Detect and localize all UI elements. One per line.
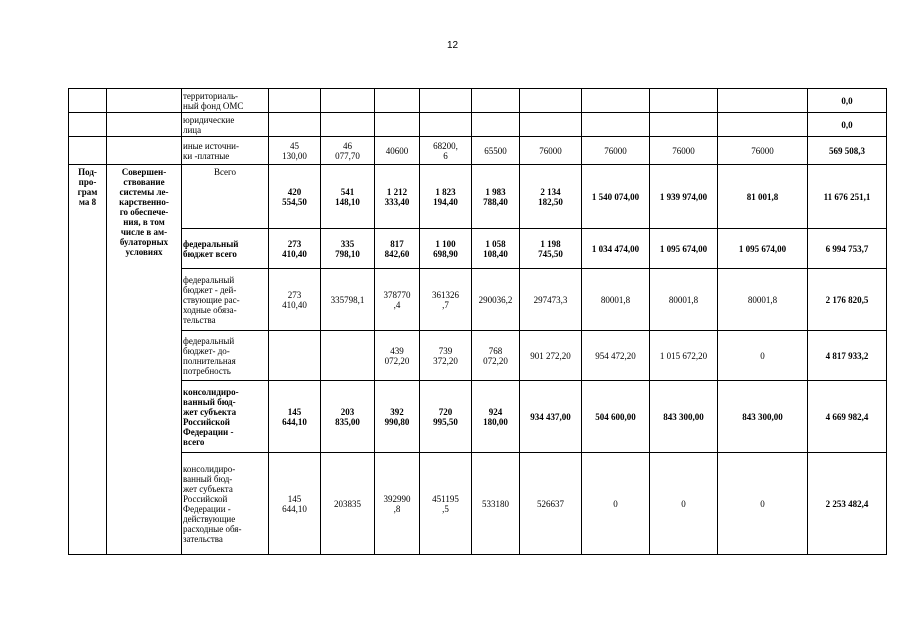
value-cell: 378770 ,4	[375, 269, 420, 331]
source-label: юридические лица	[182, 113, 269, 137]
value-cell: 541 148,10	[321, 165, 375, 229]
value-cell: 451195 ,5	[420, 453, 472, 555]
value-cell: 924 180,00	[472, 381, 520, 453]
value-cell	[269, 113, 321, 137]
value-cell: 46 077,70	[321, 137, 375, 165]
source-label: федеральный бюджет- до- полнительная потребность	[182, 331, 269, 381]
source-label: федеральный бюджет - дей- ствующие рас- ходные обяза- тельства	[182, 269, 269, 331]
subprogram-name: Совершен- ствование системы ле- карственно- го обеспече- ния, в том числе в ам- булаторных условиях	[107, 165, 182, 555]
value-cell: 1 095 674,00	[718, 229, 808, 269]
value-cell: 526637	[520, 453, 582, 555]
value-cell	[321, 89, 375, 113]
table-row	[69, 269, 887, 331]
total-cell: 2 253 482,4	[808, 453, 887, 555]
total-cell: 4 669 982,4	[808, 381, 887, 453]
value-cell: 934 437,00	[520, 381, 582, 453]
table-row	[69, 381, 887, 453]
value-cell: 0	[582, 453, 650, 555]
value-cell: 768 072,20	[472, 331, 520, 381]
value-cell: 76000	[520, 137, 582, 165]
value-cell	[718, 89, 808, 113]
value-cell: 817 842,60	[375, 229, 420, 269]
value-cell: 843 300,00	[650, 381, 718, 453]
value-cell	[650, 89, 718, 113]
total-cell: 11 676 251,1	[808, 165, 887, 229]
empty-cell	[107, 89, 182, 113]
value-cell: 739 372,20	[420, 331, 472, 381]
value-cell: 68200, 6	[420, 137, 472, 165]
value-cell: 335 798,10	[321, 229, 375, 269]
value-cell	[321, 331, 375, 381]
value-cell	[269, 331, 321, 381]
empty-cell	[69, 137, 107, 165]
source-label: территориаль- ный фонд ОМС	[182, 89, 269, 113]
value-cell: 273 410,40	[269, 229, 321, 269]
value-cell: 1 034 474,00	[582, 229, 650, 269]
value-cell: 1 823 194,40	[420, 165, 472, 229]
value-cell: 1 095 674,00	[650, 229, 718, 269]
value-cell: 504 600,00	[582, 381, 650, 453]
total-cell: 0,0	[808, 89, 887, 113]
value-cell: 0	[650, 453, 718, 555]
value-cell: 1 540 074,00	[582, 165, 650, 229]
table-row	[69, 331, 887, 381]
empty-cell	[69, 89, 107, 113]
value-cell	[420, 89, 472, 113]
value-cell: 273 410,40	[269, 269, 321, 331]
value-cell: 901 272,20	[520, 331, 582, 381]
value-cell: 1 983 788,40	[472, 165, 520, 229]
table-row	[69, 113, 887, 137]
value-cell	[472, 113, 520, 137]
value-cell: 45 130,00	[269, 137, 321, 165]
table-row	[69, 89, 887, 113]
value-cell: 361326 ,7	[420, 269, 472, 331]
value-cell: 1 939 974,00	[650, 165, 718, 229]
source-label: консолидиро- ванный бюд- жет субъекта Российской Федерации - действующие расходные обя- зательства	[182, 453, 269, 555]
value-cell	[520, 113, 582, 137]
table-row	[69, 137, 887, 165]
total-cell: 6 994 753,7	[808, 229, 887, 269]
value-cell: 1 015 672,20	[650, 331, 718, 381]
value-cell	[420, 113, 472, 137]
value-cell: 420 554,50	[269, 165, 321, 229]
value-cell: 1 058 108,40	[472, 229, 520, 269]
value-cell: 392990 ,8	[375, 453, 420, 555]
value-cell: 2 134 182,50	[520, 165, 582, 229]
source-label: федеральный бюджет всего	[182, 229, 269, 269]
value-cell	[269, 89, 321, 113]
value-cell	[582, 113, 650, 137]
value-cell: 720 995,50	[420, 381, 472, 453]
value-cell: 80001,8	[582, 269, 650, 331]
value-cell: 297473,3	[520, 269, 582, 331]
budget-table	[68, 88, 887, 555]
total-cell: 4 817 933,2	[808, 331, 887, 381]
value-cell: 203835	[321, 453, 375, 555]
total-cell: 569 508,3	[808, 137, 887, 165]
source-label: иные источни- ки -платные	[182, 137, 269, 165]
value-cell: 81 001,8	[718, 165, 808, 229]
value-cell: 0	[718, 453, 808, 555]
page-number: 12	[446, 40, 459, 51]
value-cell: 954 472,20	[582, 331, 650, 381]
total-cell: 2 176 820,5	[808, 269, 887, 331]
value-cell: 533180	[472, 453, 520, 555]
empty-cell	[107, 113, 182, 137]
value-cell: 76000	[582, 137, 650, 165]
value-cell: 145 644,10	[269, 453, 321, 555]
subprogram-code: Под- про- грам ма 8	[69, 165, 107, 555]
value-cell	[582, 89, 650, 113]
value-cell	[472, 89, 520, 113]
empty-cell	[69, 113, 107, 137]
value-cell: 1 100 698,90	[420, 229, 472, 269]
table-row	[69, 453, 887, 555]
value-cell: 439 072,20	[375, 331, 420, 381]
empty-cell	[107, 137, 182, 165]
value-cell	[520, 89, 582, 113]
table-row	[69, 165, 887, 229]
value-cell: 76000	[650, 137, 718, 165]
value-cell: 290036,2	[472, 269, 520, 331]
value-cell: 335798,1	[321, 269, 375, 331]
value-cell: 0	[718, 331, 808, 381]
value-cell: 145 644,10	[269, 381, 321, 453]
value-cell: 392 990,80	[375, 381, 420, 453]
value-cell	[375, 113, 420, 137]
value-cell: 40600	[375, 137, 420, 165]
value-cell: 76000	[718, 137, 808, 165]
source-label: консолидиро- ванный бюд- жет субъекта Российской Федерации - всего	[182, 381, 269, 453]
value-cell	[650, 113, 718, 137]
value-cell: 65500	[472, 137, 520, 165]
value-cell: 1 198 745,50	[520, 229, 582, 269]
value-cell: 1 212 333,40	[375, 165, 420, 229]
table-row	[69, 229, 887, 269]
value-cell	[718, 113, 808, 137]
source-label: Всего	[182, 165, 269, 229]
value-cell	[321, 113, 375, 137]
value-cell: 843 300,00	[718, 381, 808, 453]
value-cell	[375, 89, 420, 113]
value-cell: 80001,8	[650, 269, 718, 331]
total-cell: 0,0	[808, 113, 887, 137]
value-cell: 80001,8	[718, 269, 808, 331]
value-cell: 203 835,00	[321, 381, 375, 453]
